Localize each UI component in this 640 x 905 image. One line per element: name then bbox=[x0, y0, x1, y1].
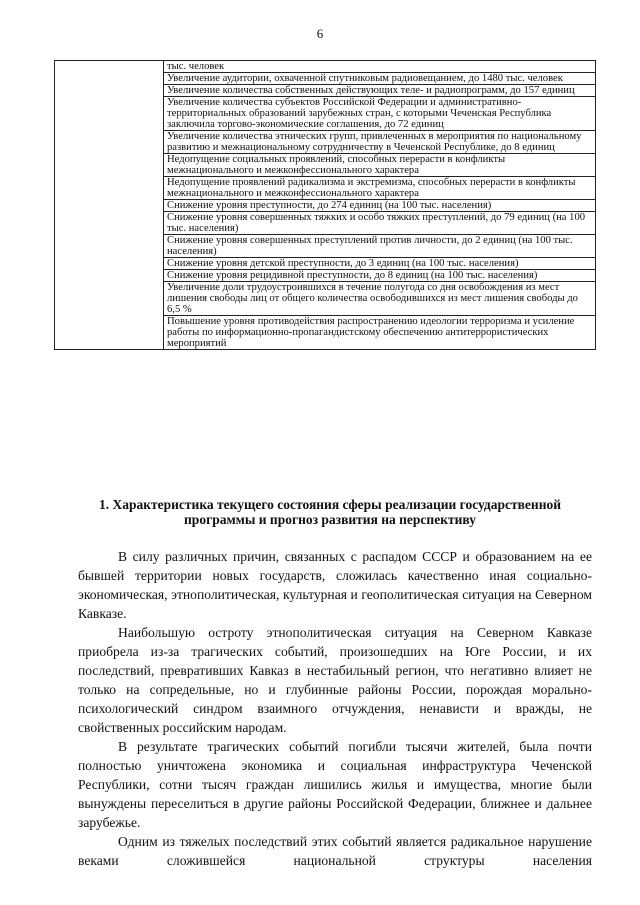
paragraph: Одним из тяжелых последствий этих событий является радикальное нарушение веками сложившейся национальной структуры населения bbox=[78, 834, 592, 868]
table-cell bbox=[164, 212, 596, 235]
indicator-text: Снижение уровня рецидивной преступности, до 8 единиц (на 100 тыс. населения) bbox=[167, 270, 538, 281]
section-heading: 1. Характеристика текущего состояния сферы реализации государственной программы и прогноз развития на перспективу bbox=[98, 497, 562, 527]
section-body bbox=[78, 547, 592, 870]
table-cell bbox=[164, 270, 596, 282]
table-cell-empty bbox=[55, 61, 164, 350]
indicator-text: Снижение уровня преступности, до 274 единиц (на 100 тыс. населения) bbox=[167, 200, 492, 211]
indicator-text: Недопущение социальных проявлений, способных перерасти в конфликты межнационального и межконфессионального характера bbox=[167, 154, 506, 176]
indicator-text: Увеличение количества субъектов Российской Федерации и административно-территориальных образований зарубежных стран, с которыми Чеченская Республика заключила торгово-экономические соглашения, до 72 единиц bbox=[167, 97, 552, 130]
table-cell bbox=[164, 316, 596, 350]
table-cell bbox=[164, 131, 596, 154]
table-cell bbox=[164, 97, 596, 131]
paragraph: В силу различных причин, связанных с распадом СССР и образованием на ее бывшей территории новых государств, сложилась качественно иная социально-экономическая, этнополитическая, культурная и геополитическая ситуация на Северном Кавказе. bbox=[78, 549, 592, 621]
indicator-text: Повышение уровня противодействия распространению идеологии терроризма и усиление работы по информационно-пропагандистскому обеспечению антитеррористических мероприятий bbox=[167, 316, 575, 349]
table-cell bbox=[164, 85, 596, 97]
indicator-text: тыс. человек bbox=[167, 61, 225, 72]
table-cell bbox=[164, 154, 596, 177]
indicator-text: Снижение уровня детской преступности, до 3 единиц (на 100 тыс. населения) bbox=[167, 258, 519, 269]
indicator-text: Увеличение количества этнических групп, привлеченных в мероприятия по национальному развитию и межнациональному сотрудничеству в Чеченской Республике, до 8 единиц bbox=[167, 131, 582, 153]
table-row bbox=[55, 61, 596, 73]
indicator-text: Снижение уровня совершенных преступлений против личности, до 2 единиц (на 100 тыс. населения) bbox=[167, 235, 573, 257]
indicators-table bbox=[54, 60, 596, 350]
indicator-text: Снижение уровня совершенных тяжких и особо тяжких преступлений, до 79 единиц (на 100 тыс. населения) bbox=[167, 212, 586, 234]
indicator-text: Недопущение проявлений радикализма и экстремизма, способных перерасти в конфликты межнационального и межконфессионального характера bbox=[167, 177, 576, 199]
table-cell bbox=[164, 61, 596, 73]
paragraph: В результате трагических событий погибли тысячи жителей, была почти полностью уничтожена экономика и социальная инфраструктура Чеченской Республики, сотни тысяч граждан лишились жилья и имущества, многие были вынуждены переселиться в другие районы Российской Федерации, ближнее и дальнее зарубежье. bbox=[78, 739, 592, 830]
indicator-text: Увеличение количества собственных действующих теле- и радиопрограмм, до 157 единиц bbox=[167, 85, 575, 96]
table-cell bbox=[164, 282, 596, 316]
indicator-text: Увеличение доли трудоустроившихся в течение полугода со дня освобождения из мест лишения свободы лиц от общего количества освободившихся из мест лишения свободы до 6,5 % bbox=[167, 282, 578, 315]
table-cell bbox=[164, 73, 596, 85]
table-cell bbox=[164, 258, 596, 270]
page-number: 6 bbox=[316, 26, 324, 41]
table-cell bbox=[164, 177, 596, 200]
table-cell bbox=[164, 200, 596, 212]
indicator-text: Увеличение аудитории, охваченной спутниковым радиовещанием, до 1480 тыс. человек bbox=[167, 73, 563, 84]
table-cell bbox=[164, 235, 596, 258]
paragraph: Наибольшую остроту этнополитическая ситуация на Северном Кавказе приобрела из-за трагических событий, произошедших на Юге России, и их последствий, превративших Кавказ в нестабильный регион, что негативно влияет не только на сопредельные, но и глубинные районы России, порождая морально-психологический синдром взаимного отчуждения, ненависти и вражды, не свойственных российским народам. bbox=[78, 625, 592, 735]
